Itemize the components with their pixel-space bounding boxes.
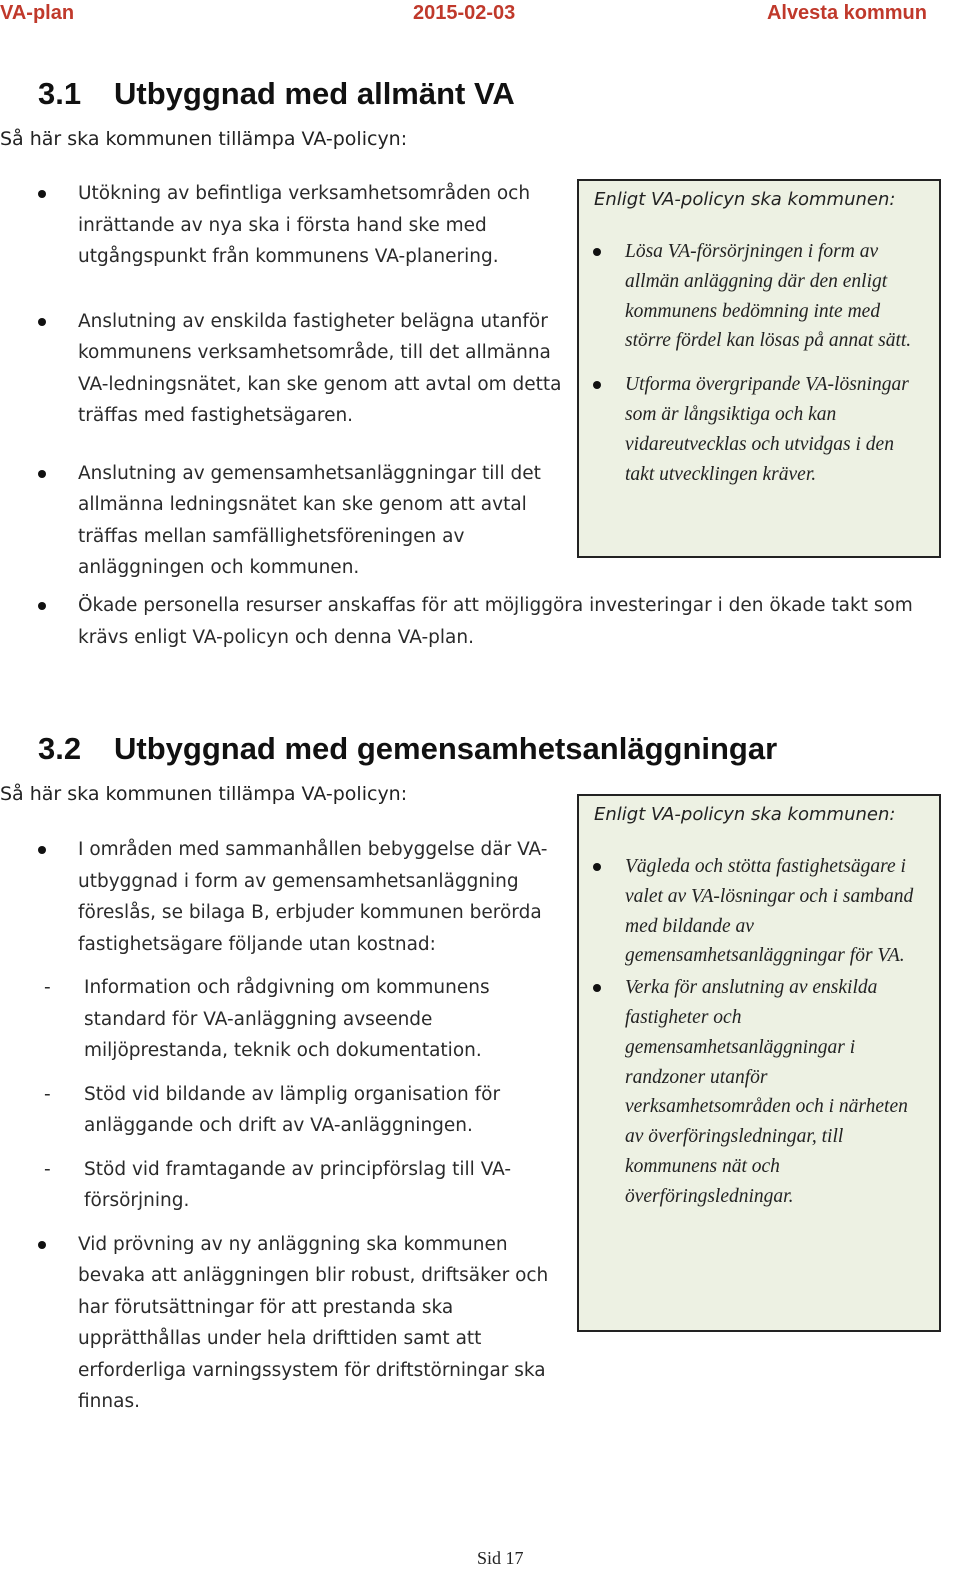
- list-item: Ökade personella resurser anskaffas för att möjliggöra investeringar i den ökade takt som krävs enligt VA-policyn och denna VA-plan.: [38, 590, 950, 653]
- list-item: Utökning av befintliga verksamhetsområden och inrättande av nya ska i första hand ske med utgångspunkt från kommunens VA-planering.: [38, 178, 568, 273]
- dash-marker: -: [44, 977, 51, 998]
- list-item: Vid prövning av ny anläggning ska kommunen bevaka att anläggningen blir robust, driftsäker och har förutsättningar för att prestanda ska upprätthållas under hela drifttiden samt att erforderliga varningssystem för driftstörningar ska finnas.: [38, 1229, 568, 1418]
- policy-item: Vägleda och stötta fastighetsägare i valet av VA-lösningar och i samband med bildande av gemensamhetsanläggningar för VA.: [579, 852, 925, 971]
- bullet-icon: [38, 190, 46, 198]
- policy-box-title: Enligt VA-policyn ska kommunen:: [594, 804, 896, 825]
- list-item: Anslutning av enskilda fastigheter belägna utanför kommunens verksamhetsområde, till det allmänna VA-ledningsnätet, kan ske genom att avtal om detta träffas med fastighetsägaren.: [38, 306, 568, 432]
- bullet-icon: [593, 248, 601, 256]
- header-date: 2015-02-03: [413, 2, 516, 24]
- bullet-icon: [38, 846, 46, 854]
- section-3-2-subtitle: Så här ska kommunen tillämpa VA-policyn:: [0, 783, 408, 805]
- section-3-1-wide-bullet: [38, 590, 950, 653]
- section-title: Utbyggnad med gemensamhetsanläggningar: [114, 731, 778, 766]
- policy-item: Lösa VA-försörjningen i form av allmän anläggning där den enligt kommunens bedömning inte med större fördel kan lösas på annat sätt.: [579, 237, 925, 356]
- dash-item: - Stöd vid bildande av lämplig organisation för anläggande och drift av VA-anläggningen.: [44, 1079, 568, 1142]
- bullet-icon: [38, 470, 46, 478]
- dash-list: [44, 972, 568, 1217]
- policy-box-3-1: [577, 179, 941, 558]
- dash-item: - Stöd vid framtagande av principförslag till VA-försörjning.: [44, 1154, 568, 1217]
- section-3-2-heading: [38, 731, 777, 767]
- header-doc-title: VA-plan: [0, 2, 75, 24]
- bullet-icon: [38, 1241, 46, 1249]
- section-number: 3.2: [38, 731, 82, 766]
- list-item: Anslutning av gemensamhetsanläggningar till det allmänna ledningsnätet kan ske genom att avtal träffas mellan samfällighetsföreningen av anläggningen och kommunen.: [38, 458, 568, 584]
- section-3-1-subtitle: Så här ska kommunen tillämpa VA-policyn:: [0, 128, 408, 150]
- section-3-1-bullet-list: [38, 178, 568, 584]
- bullet-icon: [593, 863, 601, 871]
- bullet-icon: [38, 318, 46, 326]
- bullet-icon: [38, 602, 46, 610]
- policy-box-3-2: [577, 794, 941, 1332]
- policy-item: Verka för anslutning av enskilda fastigheter och gemensamhetsanläggningar i randzoner utanför verksamhetsområden och i närheten av överföringsledningar, till kommunens nät och överföringsledningar.: [579, 973, 925, 1211]
- bullet-icon: [593, 984, 601, 992]
- section-3-2-bullet-list: [38, 834, 568, 1418]
- section-number: 3.1: [38, 76, 82, 111]
- list-item: I områden med sammanhållen bebyggelse där VA-utbyggnad i form av gemensamhetsanläggning föreslås, se bilaga B, erbjuder kommunen berörda fastighetsägare följande utan kostnad:: [38, 834, 568, 960]
- dash-marker: -: [44, 1158, 51, 1180]
- dash-list-container: [38, 972, 568, 1217]
- section-3-1-heading: [38, 76, 515, 112]
- dash-marker: -: [44, 1083, 51, 1105]
- policy-item: Utforma övergripande VA-lösningar som är långsiktiga och kan vidareutvecklas och utvidgas i den takt utvecklingen kräver.: [579, 370, 925, 489]
- header-organization: Alvesta kommun: [766, 2, 927, 24]
- bullet-icon: [593, 381, 601, 389]
- section-title: Utbyggnad med allmänt VA: [114, 76, 515, 111]
- dash-item: - Information och rådgivning om kommunens standard för VA-anläggning avseende miljöprestanda, teknik och dokumentation.: [44, 972, 568, 1067]
- page-header: [0, 0, 960, 30]
- policy-box-title: Enligt VA-policyn ska kommunen:: [594, 189, 896, 210]
- page-number: Sid 17: [477, 1548, 524, 1568]
